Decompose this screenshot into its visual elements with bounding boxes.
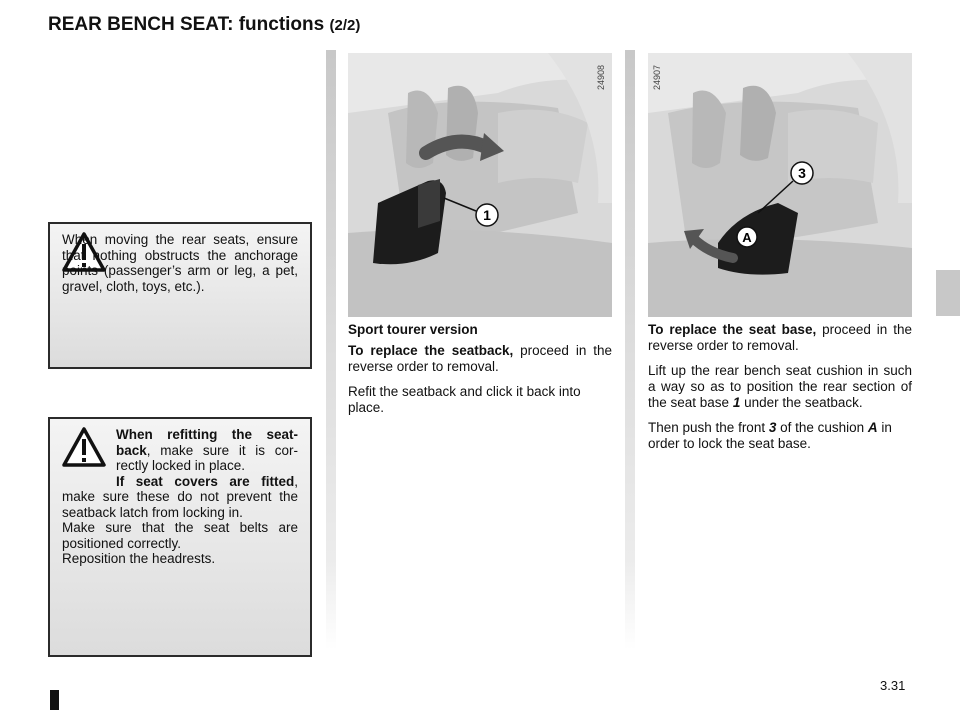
- warning-refit-para1: [62, 427, 298, 474]
- push-text-c: in order to lock the seat base.: [648, 420, 892, 451]
- image-code-right: 24907: [652, 64, 662, 90]
- replace-seatback-rest: proceed in the reverse order to removal.: [348, 343, 612, 374]
- paragraph-push-front: [648, 420, 912, 452]
- column-middle-text: [348, 322, 612, 425]
- page-title-text: REAR BENCH SEAT: functions: [48, 14, 325, 35]
- warning-refit-bold2: If seat covers are fitted: [116, 473, 295, 489]
- callout-1: 1: [483, 207, 491, 223]
- paragraph-replace-seatback: [348, 343, 612, 375]
- page-number: 3.31: [880, 678, 906, 693]
- warning-refit-bold1: When refitting the seat-back: [116, 427, 298, 458]
- push-text-b: of the cushion: [776, 420, 868, 435]
- column-right-text: [648, 322, 912, 461]
- replace-seat-base-rest: proceed in the reverse order to removal.: [648, 322, 912, 353]
- warning-refit-para3: Make sure that the seat belts are positioned correctly.: [62, 520, 298, 551]
- column-divider-right: [625, 50, 635, 650]
- paragraph-lift-cushion: [648, 363, 912, 411]
- photo-seat-base-replacement: [648, 53, 912, 317]
- section-heading: [348, 322, 612, 338]
- warning-refit-rest1: , make sure it is cor-rectly locked in place.: [116, 442, 298, 473]
- replace-seat-base-bold: To replace the seat base,: [648, 322, 817, 337]
- warning-refit-para2: [62, 474, 298, 521]
- paragraph-refit-seatback: Refit the seatback and click it back into place.: [348, 384, 581, 415]
- lift-text-b: under the seatback.: [740, 395, 863, 410]
- replace-seatback-bold: To replace the seatback,: [348, 343, 514, 358]
- image-code-left: 24908: [596, 64, 606, 90]
- section-heading-text: Sport tourer version: [348, 322, 478, 337]
- seatback-illustration: [348, 53, 612, 317]
- warning-box-refitting: [48, 417, 312, 657]
- callout-a: A: [742, 230, 752, 245]
- lift-text-a: Lift up the rear bench seat cushion in such a way so as to position the rear section of the seat base: [648, 363, 912, 410]
- push-ref-a: A: [867, 420, 878, 435]
- warning-moving-text: When moving the rear seats, ensure that nothing obstructs the anchorage points (passenger’s arm or leg, a pet, gravel, cloth, toys, etc.).: [62, 232, 298, 294]
- seat-base-illustration: [648, 53, 912, 317]
- photo-seatback-replacement: [348, 53, 612, 317]
- push-text-a: Then push the front: [648, 420, 769, 435]
- chapter-side-tab: [936, 270, 960, 316]
- warning-box-moving-seats: [48, 222, 312, 369]
- corner-mark: [50, 690, 59, 710]
- column-divider-left: [326, 50, 336, 650]
- paragraph-replace-seat-base: [648, 322, 912, 354]
- warning-text-refitting: [62, 427, 298, 567]
- lift-ref-1: 1: [732, 395, 741, 410]
- page-title: [48, 14, 360, 36]
- warning-refit-para4: Reposition the headrests.: [62, 551, 216, 566]
- page-title-part: (2/2): [329, 17, 361, 34]
- warning-refit-rest2: , make sure these do not prevent the seatback latch from locking in.: [62, 473, 298, 520]
- callout-3: 3: [798, 165, 806, 181]
- warning-text-moving-seats: [62, 232, 298, 294]
- push-ref-3: 3: [768, 420, 777, 435]
